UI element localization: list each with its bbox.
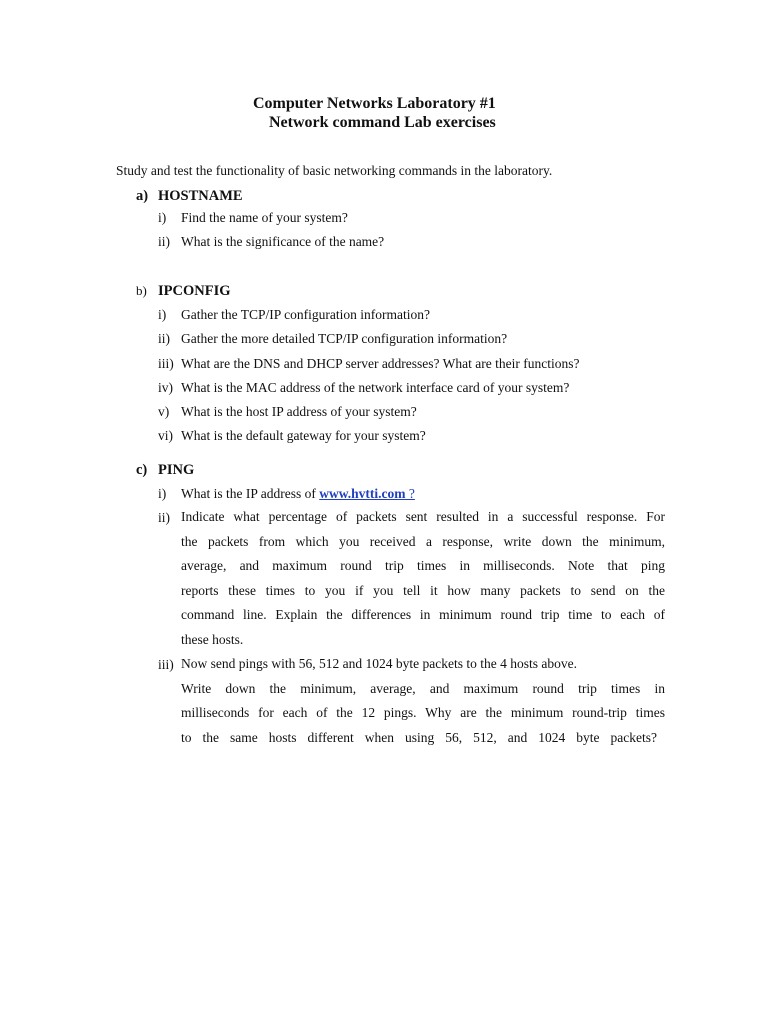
document-title: Computer Networks Laboratory #1 — [253, 95, 496, 112]
paragraph-line: these hosts. — [181, 631, 244, 647]
link-suffix: ? — [405, 486, 415, 501]
section-marker: a) — [136, 188, 149, 204]
item-text: Gather the TCP/IP configuration information? — [181, 307, 430, 322]
paragraph-line: Write down the minimum, average, and maximum round trip times in — [181, 680, 665, 696]
section-title: IPCONFIG — [158, 283, 231, 299]
item-text: What are the DNS and DHCP server addresses? What are their functions? — [181, 356, 580, 371]
item-number: i) — [158, 486, 167, 501]
item-number: ii) — [158, 510, 170, 525]
item-number: v) — [158, 404, 170, 419]
section-marker: c) — [136, 462, 148, 478]
hvtti-link[interactable]: www.hvtti.com — [319, 486, 406, 501]
section-title: HOSTNAME — [158, 188, 243, 204]
item-text: Gather the more detailed TCP/IP configuration information? — [181, 331, 508, 346]
item-number: iii) — [158, 356, 174, 371]
item-number: ii) — [158, 331, 170, 346]
item-text-before: What is the IP address of — [181, 486, 320, 501]
item-text: What is the default gateway for your system? — [181, 428, 426, 443]
paragraph-line: milliseconds for each of the 12 pings. Why are the minimum round-trip times — [181, 705, 665, 720]
item-text — [181, 484, 415, 504]
paragraph-line: to the same hosts different when using 56, 512, and 1024 byte packets? — [181, 729, 657, 745]
item-number: ii) — [158, 234, 170, 249]
item-text: What is the MAC address of the network interface card of your system? — [181, 380, 570, 395]
item-text: What is the host IP address of your system? — [181, 404, 417, 419]
document-subtitle: Network command Lab exercises — [269, 114, 496, 131]
item-number: vi) — [158, 428, 173, 443]
item-text: What is the significance of the name? — [181, 234, 385, 249]
paragraph-line: average, and maximum round trip times in milliseconds. Note that ping — [181, 558, 665, 573]
item-number: iv) — [158, 380, 173, 395]
item-text: Find the name of your system? — [181, 210, 348, 225]
item-number: i) — [158, 210, 167, 225]
paragraph-line: the packets from which you received a response, write down the minimum, — [181, 533, 665, 549]
intro-paragraph: Study and test the functionality of basic networking commands in the laboratory. — [116, 163, 553, 178]
item-number: iii) — [158, 657, 174, 672]
paragraph-line: Now send pings with 56, 512 and 1024 byte packets to the 4 hosts above. — [181, 656, 577, 671]
item-number: i) — [158, 307, 167, 322]
paragraph-line: command line. Explain the differences in minimum round trip time to each of — [181, 607, 665, 622]
paragraph-line: reports these times to you if you tell it how many packets to send on the — [181, 582, 665, 598]
section-marker: b) — [136, 283, 147, 298]
item-paragraph — [181, 505, 665, 652]
item-paragraph — [181, 652, 665, 750]
section-title: PING — [158, 462, 195, 478]
paragraph-line: Indicate what percentage of packets sent resulted in a successful response. For — [181, 509, 665, 524]
